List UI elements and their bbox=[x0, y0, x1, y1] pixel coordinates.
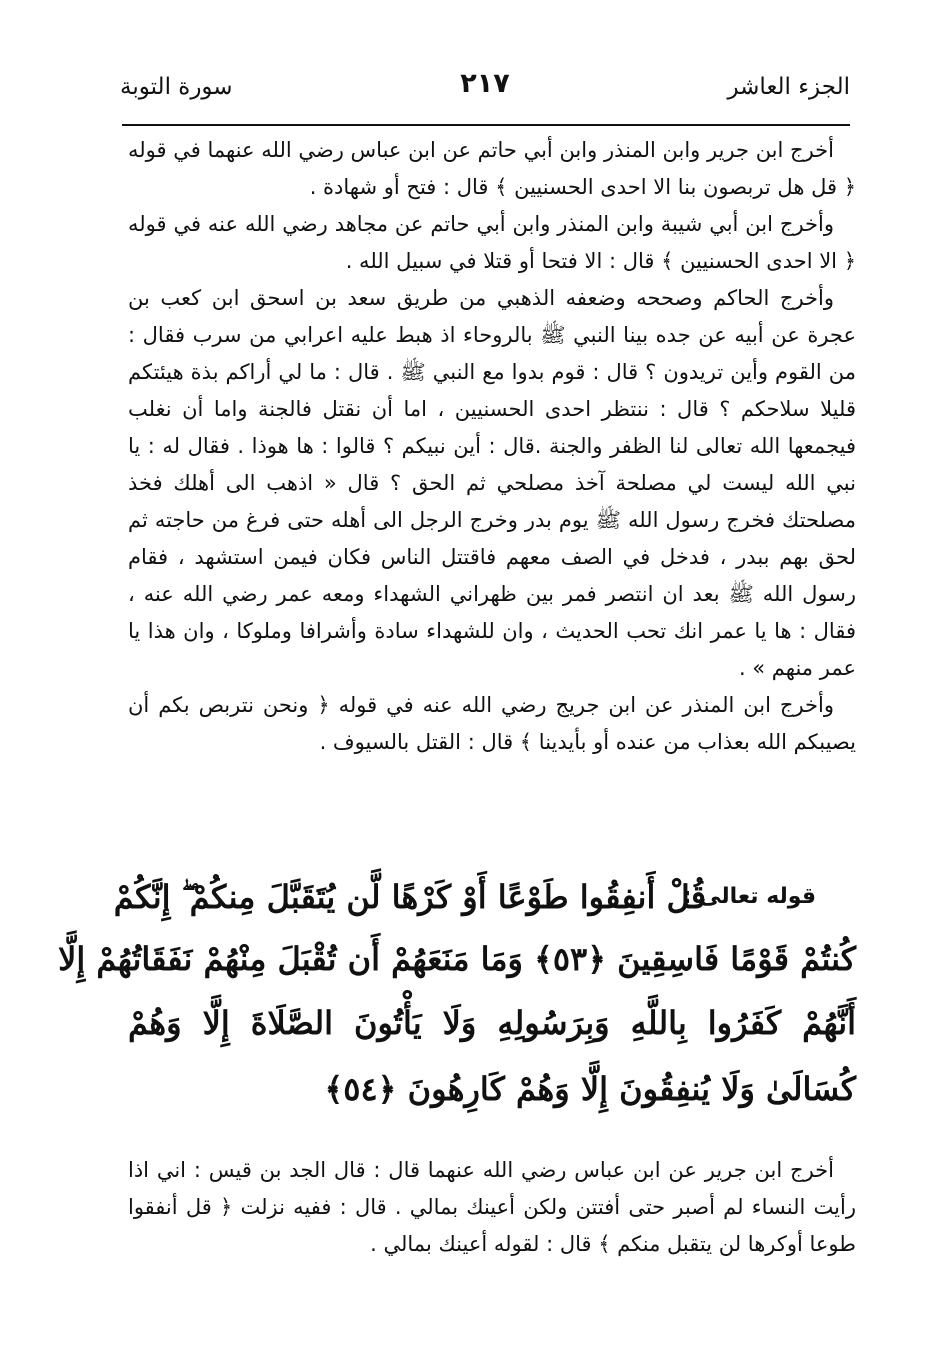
part-title: الجزء العاشر bbox=[727, 74, 850, 100]
quran-verse-block bbox=[58, 868, 856, 1133]
page-header bbox=[120, 68, 850, 108]
verse-line: أَنَّهُمْ كَفَرُوا بِاللَّهِ وَبِرَسُولِهِ وَلَا يَأْتُونَ الصَّلَاةَ إِلَّا وَهُمْ bbox=[128, 1004, 856, 1042]
verse-line: كُنتُمْ قَوْمًا فَاسِقِينَ ﴿٥٣﴾ وَمَا مَنَعَهُمْ أَن تُقْبَلَ مِنْهُمْ نَفَقَاتُهُمْ إِلَّا bbox=[58, 940, 856, 978]
page-number: ٢١٧ bbox=[460, 68, 510, 99]
header-divider bbox=[122, 124, 850, 126]
paragraph-ibn-abi-shayba: وأخرج ابن أبي شيبة وابن المنذر وابن أبي حاتم عن مجاهد رضي الله عنه في قوله ﴿ الا احدى الحسنيين ﴾ قال : الا فتحا أو قتلا في سبيل الله . bbox=[128, 212, 856, 273]
commentary-section bbox=[128, 132, 856, 761]
paragraph-ibn-al-mundhir: وأخرج ابن المنذر عن ابن جريج رضي الله عنه في قوله ﴿ ونحن نتربص بكم أن يصيبكم الله بعذاب من عنده أو بأيدينا ﴾ قال : القتل بالسيوف . bbox=[128, 693, 856, 754]
paragraph-ibn-jarir: أخرج ابن جرير وابن المنذر وابن أبي حاتم عن ابن عباس رضي الله عنهما في قوله ﴿ قل هل تربصون بنا الا احدى الحسنيين ﴾ قال : فتح أو شهادة . bbox=[128, 138, 856, 199]
paragraph-al-hakim: وأخرج الحاكم وصححه وضعفه الذهبي من طريق سعد بن اسحق ابن كعب بن عجرة عن أبيه عن جده بينا النبي ﷺ بالروحاء اذ هبط عليه اعرابي من سرب فقال : من القوم وأين تريدون ؟ قال : قوم بدوا مع النبي ﷺ . قال : ما لي أراكم بذة هيئتكم قليلا سلاحكم ؟ قال : ننتظر احدى الحسنيين ، اما أن نقتل فالجنة واما أن نغلب فيجمعها الله تعالى لنا الظفر والجنة .قال : أين نبيكم ؟ قالوا : ها هوذا . فقال له : يا نبي الله ليست لي مصلحة آخذ مصلحي ثم الحق ؟ قال « اذهب الى أهلك فخذ مصلحتك فخرج رسول الله ﷺ يوم بدر وخرج الرجل الى أهله حتى فرغ من حاجته ثم لحق بهم ببدر ، فدخل في الصف معهم فاقتتل الناس فكان فيمن استشهد ، فقام رسول الله ﷺ بعد ان انتصر فمر بين ظهراني الشهداء ومعه عمر رضي الله عنه ، فقال : ها يا عمر انك تحب الحديث ، وان للشهداء سادة وأشرافا وملوكا ، وان هذا يا عمر منهم » . bbox=[128, 286, 856, 680]
verse-label: قوله تعالى : bbox=[682, 884, 816, 909]
verse-line: كُسَالَىٰ وَلَا يُنفِقُونَ إِلَّا وَهُمْ كَارِهُونَ ﴿٥٤﴾ bbox=[324, 1070, 856, 1108]
surah-title: سورة التوبة bbox=[120, 74, 233, 100]
final-commentary-section bbox=[128, 1152, 856, 1263]
verse-line: قُلْ أَنفِقُوا طَوْعًا أَوْ كَرْهًا لَّن يُتَقَبَّلَ مِنكُمْ ۖ إِنَّكُمْ bbox=[113, 878, 706, 916]
paragraph-jadd-bin-qays: أخرج ابن جرير عن ابن عباس رضي الله عنهما قال : قال الجد بن قيس : اني اذا رأيت النساء لم أصبر حتى أفتتن ولكن أعينك بمالي . قال : ففيه نزلت ﴿ قل أنفقوا طوعا أوكرها لن يتقبل منكم ﴾ قال : لقوله أعينك بمالي . bbox=[128, 1158, 856, 1256]
